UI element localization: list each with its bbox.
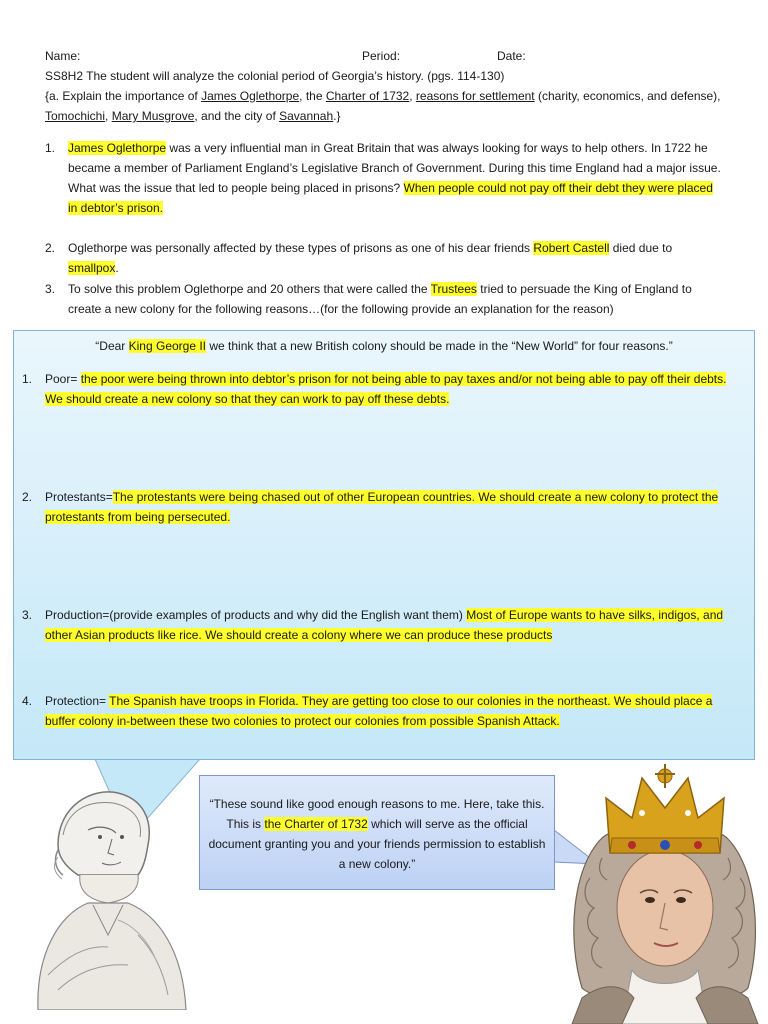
- answer-highlight: The protestants were being chased out of other European countries. We should create a new colony to protect the protestants from being persecuted.: [45, 490, 719, 524]
- question-1: 1. James Oglethorpe was a very influential man in Great Britain that was always looking for ways to help others. In 1722 he became a member of Parliament England’s Legislative Branch of Government. During this time England had a major issue. What was the issue that led to people being placed in prisons? When people could not pay off their debt they were placed in debtor’s prison.: [45, 138, 725, 218]
- question-number: 3.: [45, 282, 56, 296]
- answer-highlight: The Spanish have troops in Florida. They are getting too close to our colonies in the northeast. We should place a buffer colony in-between these two colonies to protect our colonies from possible Spanish Attack.: [45, 694, 713, 728]
- reason-label: Production=(provide examples of products and why did the English want them): [45, 608, 467, 622]
- answer-highlight: Robert Castell: [533, 241, 610, 255]
- standard-text: SS8H2 The student will analyze the colonial period of Georgia’s history. (pgs. 114-130): [45, 69, 505, 83]
- reason-number: 2.: [22, 490, 33, 504]
- answer-highlight: the Charter of 1732: [264, 817, 368, 831]
- term-savannah: Savannah: [279, 109, 334, 123]
- reason-poor: [22, 369, 742, 409]
- king-reply-text: “These sound like good enough reasons to me. Here, take this. This is the Charter of 1732 which will serve as the official document granting you and your friends permission to establish a new colony.”: [208, 797, 546, 871]
- king-george-portrait-image: [562, 758, 768, 1024]
- question-3: 3. To solve this problem Oglethorpe and 20 others that were called the Trustees tried to persuade the King of England to create a new colony for the following reasons…(for the following provide an explanation for the reason): [45, 279, 725, 319]
- student-info-line: [45, 46, 725, 66]
- date-label: Date:: [497, 49, 526, 63]
- question-2: 2. Oglethorpe was personally affected by these types of prisons as one of his dear friends Robert Castell died due to smallpox.: [45, 238, 725, 278]
- period-label: Period:: [362, 49, 401, 63]
- term-reasons: reasons for settlement: [415, 89, 535, 103]
- reason-protestants: [22, 487, 742, 527]
- reason-number: 3.: [22, 608, 33, 622]
- name-label: Name:: [45, 49, 81, 63]
- reason-number: 4.: [22, 694, 33, 708]
- reason-label: Protestants=: [45, 490, 113, 504]
- term-charter: Charter of 1732: [325, 89, 410, 103]
- question-number: 1.: [45, 141, 56, 155]
- reason-number: 1.: [22, 372, 33, 386]
- letter-intro: “Dear King George II we think that a new British colony should be made in the “New World” for four reasons.”: [95, 339, 673, 353]
- answer-highlight: Most of Europe wants to have silks, indigos, and other Asian products like rice. We should create a colony where we can produce these products: [45, 608, 724, 642]
- answer-highlight: the poor were being thrown into debtor’s prison for not being able to pay taxes and/or not being able to pay off their debts. We should create a new colony so that they can work to pay off these debts.: [45, 372, 727, 406]
- answer-highlight: smallpox: [68, 261, 116, 275]
- term-musgrove: Mary Musgrove: [111, 109, 195, 123]
- reason-label: Protection=: [45, 694, 110, 708]
- reason-production: [22, 605, 742, 645]
- term-tomochichi: Tomochichi: [45, 109, 106, 123]
- answer-highlight: King George II: [128, 339, 207, 353]
- question-number: 2.: [45, 241, 56, 255]
- term-oglethorpe: James Oglethorpe: [201, 89, 300, 103]
- standard-elements: {a. Explain the importance of James Oglethorpe, the Charter of 1732, reasons for settlement (charity, economics, and defense), Tomochichi, Mary Musgrove, and the city of Savannah.}: [45, 89, 721, 123]
- answer-highlight: When people could not pay off their debt they were placed in debtor’s prison.: [68, 181, 713, 215]
- reason-label: Poor=: [45, 372, 81, 386]
- answer-highlight: Trustees: [430, 282, 477, 296]
- oglethorpe-portrait-image: [18, 775, 198, 1010]
- reason-protection: [22, 691, 742, 731]
- answer-highlight: James Oglethorpe: [68, 141, 167, 155]
